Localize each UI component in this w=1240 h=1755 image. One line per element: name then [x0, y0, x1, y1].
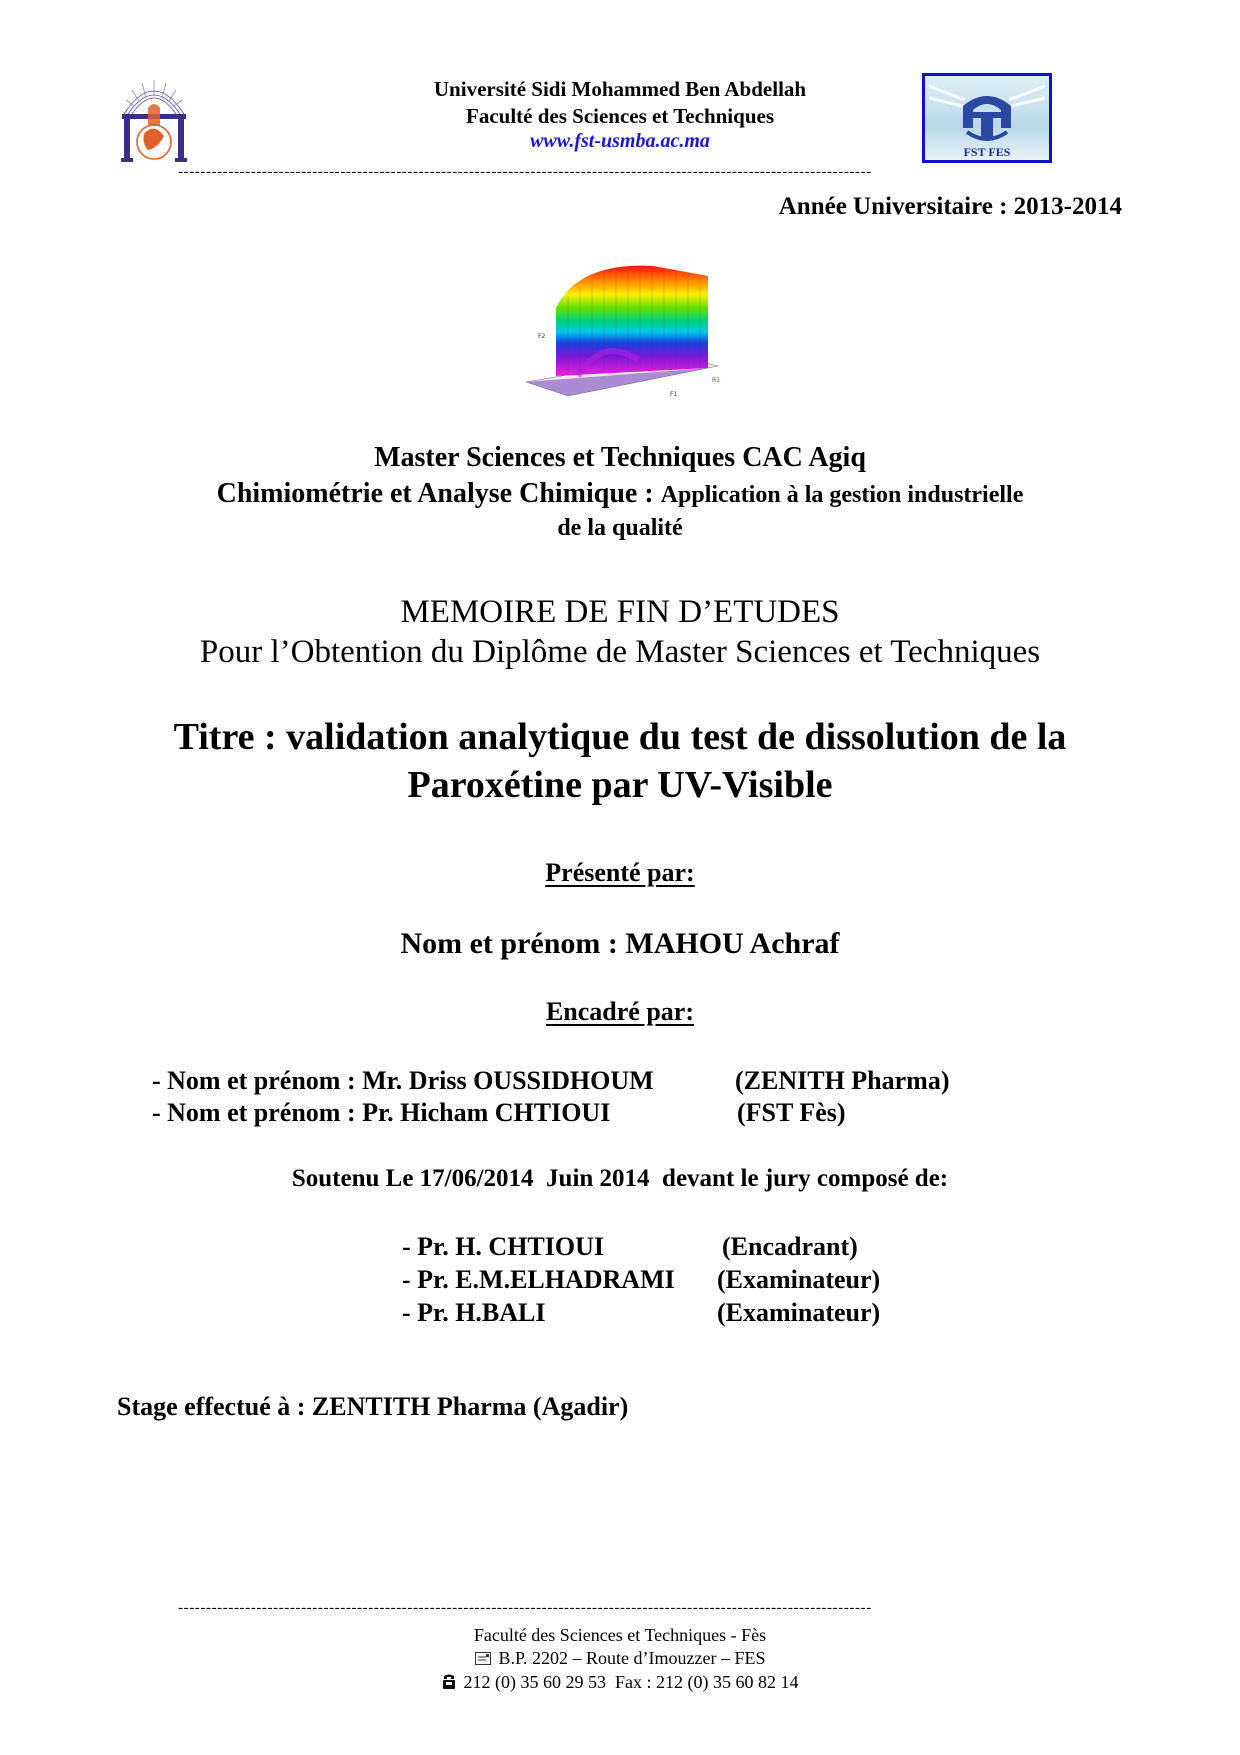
thesis-title [100, 713, 1140, 809]
memoire-title: MEMOIRE DE FIN D’ETUDES [400, 594, 840, 630]
supervisor-2-name: - Nom et prénom : Pr. Hicham CHTIOUI [152, 1098, 611, 1127]
telephone-icon [442, 1673, 456, 1696]
footer-block [320, 1624, 920, 1696]
memoire-block [100, 592, 1140, 672]
jury-member-3-role: (Examinateur) [717, 1298, 881, 1327]
header-separator: ---------------------------------------------------------------------------------------------------------------------------- [178, 164, 872, 180]
university-logo [118, 74, 190, 166]
program-specialty-main: Chimiométrie et Analyse Chimique : [216, 478, 661, 509]
supervisor-2-affiliation: (FST Fès) [737, 1098, 846, 1127]
footer-phone [320, 1671, 920, 1695]
academic-year: Année Universitaire : 2013-2014 [778, 193, 1122, 220]
thesis-title-line1: Titre : validation analytique du test de dissolution de la [173, 716, 1067, 758]
faculty-name: Faculté des Sciences et Techniques [466, 104, 774, 128]
svg-text:R1: R1 [712, 377, 720, 384]
svg-text:F2: F2 [538, 333, 546, 340]
presented-by-label: Présenté par: [545, 858, 695, 887]
internship-location: Stage effectué à : ZENTITH Pharma (Agadir) [117, 1392, 629, 1421]
thesis-title-line2: Paroxétine par UV-Visible [407, 764, 833, 806]
program-specialty-cont: de la qualité [557, 515, 683, 541]
header-block [330, 76, 910, 153]
website-link[interactable]: www.fst-usmba.ac.ma [530, 130, 710, 152]
footer-phone-text: 212 (0) 35 60 29 53 Fax : 212 (0) 35 60 82 14 [463, 1672, 799, 1693]
jury-member-3-name: - Pr. H.BALI [402, 1298, 546, 1327]
jury-member-1-name: - Pr. H. CHTIOUI [402, 1232, 604, 1261]
memoire-subtitle: Pour l’Obtention du Diplôme de Master Sciences et Techniques [199, 634, 1041, 670]
response-surface-image [518, 256, 728, 401]
jury-member-2-role: (Examinateur) [717, 1265, 881, 1294]
jury-member-1-role: (Encadrant) [722, 1232, 858, 1261]
program-specialty-application: Application à la gestion industrielle [660, 482, 1024, 508]
program-specialty [100, 476, 1140, 513]
university-name: Université Sidi Mohammed Ben Abdellah [433, 77, 807, 101]
jury-member-2-name: - Pr. E.M.ELHADRAMI [402, 1265, 675, 1294]
footer-address-text: B.P. 2202 – Route d’Imouzzer – FES [498, 1648, 766, 1668]
svg-text:FST FES: FST FES [963, 145, 1011, 159]
supervised-by-label: Encadré par: [545, 997, 695, 1026]
footer-separator: ---------------------------------------------------------------------------------------------------------------------------- [178, 1600, 872, 1616]
footer-address [320, 1647, 920, 1671]
supervisor-1-name: - Nom et prénom : Mr. Driss OUSSIDHOUM [152, 1066, 654, 1095]
mailbox-icon [475, 1648, 491, 1671]
student-name: Nom et prénom : MAHOU Achraf [400, 927, 840, 960]
defense-statement: Soutenu Le 17/06/2014 Juin 2014 devant le jury composé de: [291, 1165, 949, 1192]
svg-text:F1: F1 [670, 391, 678, 398]
supervisor-1-affiliation: (ZENITH Pharma) [735, 1066, 950, 1095]
program-title: Master Sciences et Techniques CAC Agiq [374, 442, 866, 473]
fst-fes-logo [922, 73, 1052, 163]
footer-faculty: Faculté des Sciences et Techniques - Fès [473, 1625, 767, 1645]
program-block [100, 440, 1140, 543]
